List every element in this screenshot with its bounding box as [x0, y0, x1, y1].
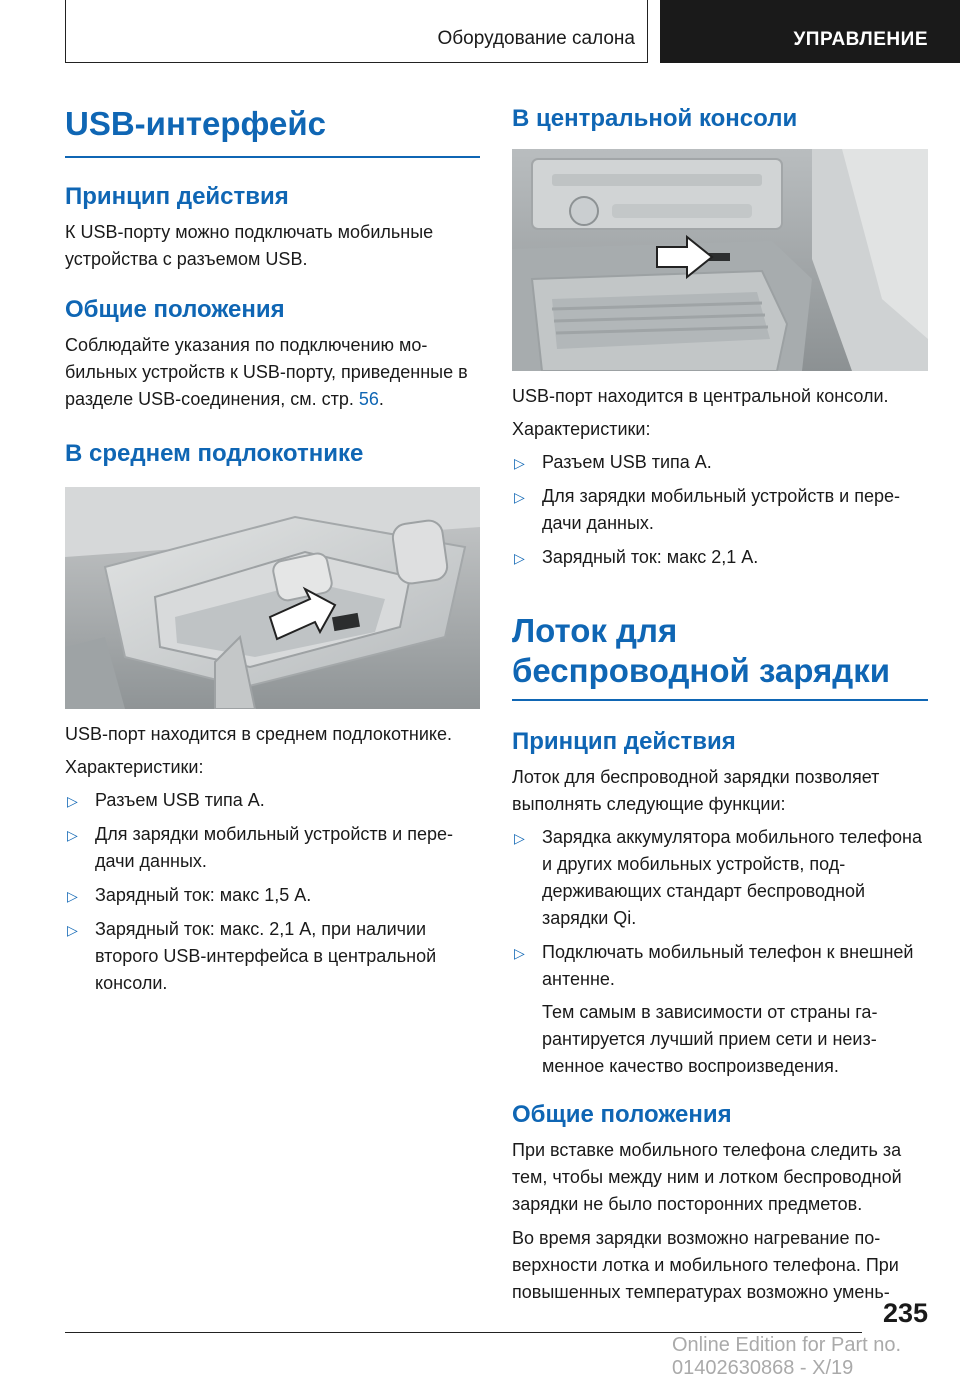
- list-item-text: Зарядный ток: макс. 2,1 А, при наличии второго USB-интерфейса в центральной консоли.: [95, 919, 437, 993]
- list-item-text: Подключать мобильный телефон к внешней антенне.: [542, 942, 914, 989]
- tray-functions-list: [512, 824, 928, 993]
- general-text-end: .: [378, 389, 384, 409]
- list-item: [512, 939, 928, 993]
- principle-heading: Принцип действия: [65, 183, 289, 210]
- triangle-bullet-icon: ▷: [67, 888, 78, 904]
- list-item-text: Разъем USB типа А.: [542, 452, 712, 472]
- list-item: [512, 824, 928, 932]
- edition-note: Online Edition for Part no. 01402630868 - X/19: [672, 1334, 902, 1379]
- armrest-features-list: [65, 787, 480, 997]
- general-text-body: Соблюдайте указания по подключению мобильных устройств к USB-порту, приведенные в разделе USB-соединения, см. стр.: [65, 335, 468, 409]
- page-header: [0, 0, 960, 66]
- triangle-bullet-icon: ▷: [67, 793, 78, 809]
- armrest-features-label: Характеристики:: [65, 757, 204, 777]
- armrest-caption: USB-порт находится в среднем подлокотнике.: [65, 724, 452, 744]
- list-item: [65, 882, 480, 909]
- right-column: [512, 90, 928, 1306]
- list-item-text: Зарядный ток: макс 1,5 А.: [95, 885, 312, 905]
- section-tab: [65, 0, 648, 63]
- list-item-text: Разъем USB типа А.: [95, 790, 265, 810]
- section-title: Оборудование салона: [437, 28, 635, 49]
- tray-title-block: [512, 611, 928, 701]
- chapter-tab: [660, 0, 960, 63]
- console-features-list: [512, 449, 928, 571]
- tray-principle-heading: Принцип действия: [512, 728, 736, 755]
- list-item: [512, 544, 928, 571]
- principle-text: К USB-порту можно подключать мобильные устройства с разъемом USB.: [65, 222, 434, 269]
- list-item: [65, 787, 480, 814]
- tray-general-heading: Общие положения: [512, 1101, 732, 1128]
- left-column: [65, 90, 480, 997]
- page-link-56[interactable]: 56: [358, 389, 379, 409]
- console-usb-photo: [512, 149, 928, 371]
- triangle-bullet-icon: ▷: [514, 550, 525, 566]
- triangle-bullet-icon: ▷: [514, 830, 525, 846]
- list-item-text: Зарядка аккумулятора мобильного телефона и других мобильных устройств, поддерживающих стандарт беспроводной зарядки Qi.: [542, 827, 922, 928]
- usb-title-block: [65, 104, 480, 158]
- triangle-bullet-icon: ▷: [514, 945, 525, 961]
- triangle-bullet-icon: ▷: [67, 827, 78, 843]
- list-item: [65, 916, 480, 997]
- page-number: 235: [882, 1298, 928, 1328]
- console-caption: USB-порт находится в центральной консоли.: [512, 386, 889, 406]
- list-item-text: Для зарядки мобильный устройств и передачи данных.: [542, 486, 901, 533]
- console-features-label: Характеристики:: [512, 419, 651, 439]
- console-heading: В центральной консоли: [512, 105, 798, 132]
- tray-principle-text: Лоток для беспроводной зарядки позволяет выполнять следующие функции:: [512, 767, 880, 814]
- list-item: [512, 449, 928, 476]
- tray-general-text-1: При вставке мобильного телефона следить за тем, чтобы между ним и лотком беспроводной зарядки не было посторонних предметов.: [512, 1140, 902, 1214]
- armrest-usb-photo: [65, 487, 480, 709]
- tray-antenna-note: Тем самым в зависимости от страны гарантируется лучший прием сети и неизменное качество воспроизведения.: [542, 1002, 878, 1076]
- list-item-text: Зарядный ток: макс 2,1 А.: [542, 547, 759, 567]
- triangle-bullet-icon: ▷: [514, 455, 525, 471]
- footer-divider: [65, 1332, 862, 1333]
- general-heading: Общие положения: [65, 296, 285, 323]
- usb-title: USB-интерфейс: [65, 105, 326, 142]
- armrest-heading: В среднем подлокотнике: [65, 440, 364, 467]
- tray-title: Лоток для беспроводной зарядки: [512, 612, 891, 689]
- list-item: [512, 483, 928, 537]
- triangle-bullet-icon: ▷: [514, 489, 525, 505]
- list-item-text: Для зарядки мобильный устройств и передачи данных.: [95, 824, 454, 871]
- chapter-title: УПРАВЛЕНИЕ: [793, 29, 928, 50]
- general-text: [65, 332, 480, 413]
- triangle-bullet-icon: ▷: [67, 922, 78, 938]
- tray-general-text-2: Во время зарядки возможно нагревание поверхности лотка и мобильного телефона. При повышенных температурах возможно умень-: [512, 1228, 899, 1302]
- list-item: [65, 821, 480, 875]
